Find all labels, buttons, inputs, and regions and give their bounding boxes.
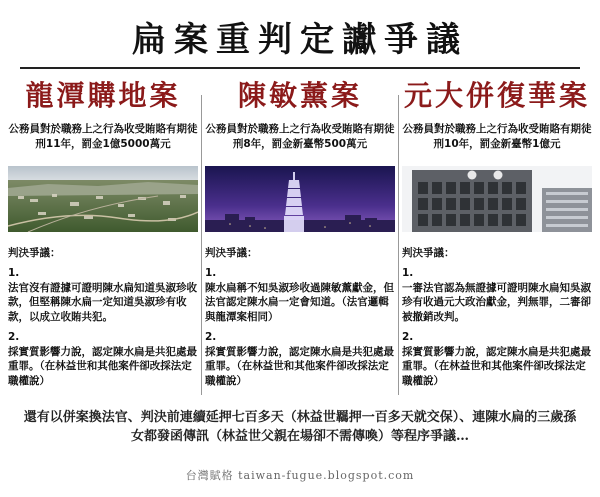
point-number: 2. xyxy=(8,331,20,343)
page-title: 扁案重判定讞爭議 xyxy=(132,20,468,60)
point-text: 法官沒有證據可證明陳水扁知道吳淑珍收款，但堅稱陳水扁一定知道吳淑珍有收款，以成立收賄共犯。 xyxy=(8,281,197,323)
ruling-points xyxy=(205,266,395,394)
point-text: 採實質影響力說，認定陳水扁是共犯處最重罪。（在林益世和其他案件卻改採法定職權說） xyxy=(402,345,591,387)
case-title: 元大併復華案 xyxy=(403,79,590,112)
point-text: 一審法官認為無證據可證明陳水扁知吳淑珍有收過元大政治獻金，判無罪，二審卻被撤銷改判。 xyxy=(402,281,591,323)
ruling-heading: 判決爭議： xyxy=(402,247,455,259)
point-text: 採實質影響力說，認定陳水扁是共犯處最重罪。（在林益世和其他案件卻改採法定職權說） xyxy=(8,345,197,387)
ruling-points xyxy=(402,266,592,394)
office-building-photo xyxy=(402,166,592,232)
point-text: 採實質影響力說，認定陳水扁是共犯處最重罪。（在林益世和其他案件卻改採法定職權說） xyxy=(205,345,394,387)
point-number: 1. xyxy=(205,267,217,279)
point-text: 陳水扁稱不知吳淑珍收過陳敏薰獻金，但法官認定陳水扁一定會知道。（法官邏輯與龍潭案相同） xyxy=(205,281,394,323)
yuanta-building-image xyxy=(402,166,592,232)
case-column-chen-min-hsun xyxy=(205,72,395,400)
aerial-land-photo xyxy=(8,166,198,232)
column-divider xyxy=(201,95,202,395)
column-divider xyxy=(398,95,399,395)
case-title: 龍潭購地案 xyxy=(25,79,181,112)
point-number: 2. xyxy=(402,331,414,343)
title-divider xyxy=(20,67,580,69)
taipei-101-night-photo xyxy=(205,166,395,232)
case-verdict: 公務員對於職務上之行為收受賄賂有期徒刑8年，罰金新臺幣500萬元 xyxy=(205,123,395,150)
aerial-land-image xyxy=(8,166,198,232)
ruling-heading: 判決爭議： xyxy=(205,247,258,259)
point-number: 1. xyxy=(8,267,20,279)
case-column-yuanta-fuhwa xyxy=(402,72,592,400)
taipei-101-image xyxy=(205,166,395,232)
case-verdict: 公務員對於職務上之行為收受賄賂有期徒刑10年，罰金新臺幣1億元 xyxy=(402,123,592,150)
point-number: 2. xyxy=(205,331,217,343)
case-column-longtan xyxy=(8,72,198,400)
point-number: 1. xyxy=(402,267,414,279)
source-credit: 台灣賦格 taiwan-fugue.blogspot.com xyxy=(185,469,415,482)
case-verdict: 公務員對於職務上之行為收受賄賂有期徒刑11年，罰金1億5000萬元 xyxy=(8,123,198,150)
procedural-disputes-note: 還有以併案換法官、判決前連續延押七百多天（林益世羈押一百多天就交保）、連陳水扁的三歲孫女都發函傳訊（林益世父親在場卻不需傳喚）等程序爭議… xyxy=(23,410,577,444)
ruling-heading: 判決爭議： xyxy=(8,247,61,259)
ruling-points xyxy=(8,266,198,394)
case-title: 陳敏薰案 xyxy=(237,79,362,112)
